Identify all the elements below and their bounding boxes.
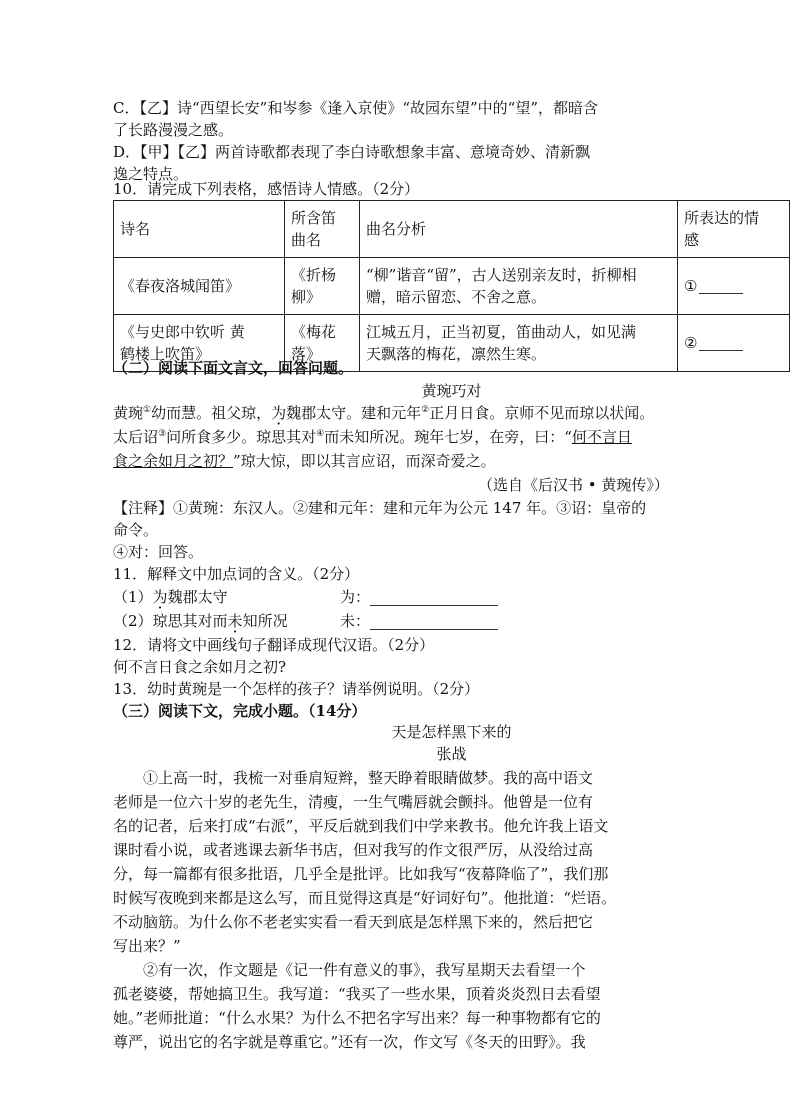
text-span: （2）琼思其对而 — [113, 612, 228, 630]
text-span: 魏郡太守。建和元年 — [286, 404, 422, 422]
text-span: （1） — [113, 588, 153, 606]
notes-line1: 【注释】①黄琬：东汉人。②建和元年：建和元年为公元 147 年。③诏：皇帝的 — [113, 499, 647, 517]
q11-item2-answer[interactable] — [340, 610, 498, 632]
footnote-marker: ④ — [316, 429, 325, 439]
row2-answer-cell[interactable] — [678, 315, 790, 372]
notes-line2: 命令。 — [113, 521, 159, 539]
answer-marker-1: ① — [684, 277, 698, 295]
q11-item2 — [113, 610, 288, 632]
header-tune-line1: 所含笛 — [291, 209, 337, 227]
row1-analysis-line2: 赠，暗示留恋、不舍之意。 — [366, 288, 547, 306]
answer-blank[interactable] — [370, 591, 498, 606]
header-tune — [285, 201, 360, 258]
article-line: ②有一次，作文题是《记一件有意义的事》，我写星期天去看望一个 — [143, 961, 586, 979]
q11-item1-answer[interactable] — [340, 586, 498, 608]
row2-analysis-line2: 天飘落的梅花，凛然生寒。 — [366, 345, 547, 363]
row2-analysis-line1: 江城五月，正当初夏，笛曲动人，如见满 — [366, 323, 637, 341]
row1-answer-cell[interactable] — [678, 258, 790, 315]
article-line: 孤老婆婆，帮她搞卫生。我写道：“我买了一些水果，顶着炎炎烈日去看望 — [113, 985, 601, 1003]
text-span: 魏郡太守 — [167, 588, 228, 606]
q10-table — [113, 200, 790, 372]
article-line: 写出来？” — [113, 937, 181, 955]
section2-heading: （二）阅读下面文言文，回答问题。 — [113, 359, 354, 377]
q11-item1 — [113, 586, 228, 608]
q13-prompt: 13．幼时黄琬是一个怎样的孩子？请举例说明。（2分） — [113, 680, 480, 698]
q10-prompt: 10．请完成下列表格，感悟诗人情感。（2分） — [113, 180, 420, 198]
footnote-marker: ② — [421, 405, 430, 415]
article-line: 尊严，说出它的名字就是尊重它。”还有一次，作文写《冬天的田野》。我 — [113, 1033, 586, 1051]
choice-d-line1: D．【甲】【乙】两首诗歌都表现了李白诗歌想象丰富、意境奇妙、清新飘 — [113, 143, 591, 161]
row2-tune-line2: 落》 — [291, 345, 322, 363]
passage-source: （选自《后汉书 • 黄琬传》） — [478, 476, 669, 494]
choice-c-line2: 了长路漫漫之感。 — [113, 121, 234, 139]
table-header-row — [114, 201, 790, 258]
article-line: 她。”老师批道：“什么水果？为什么不把名字写出来？每一种事物都有它的 — [113, 1009, 601, 1027]
article-line: 名的记者，后来打成“右派”，平反后就到我们中学来教书。他允许我上语文 — [113, 817, 609, 835]
section3-author: 张战 — [436, 745, 467, 763]
passage-line3 — [113, 450, 496, 472]
notes-line3: ④对：回答。 — [113, 543, 204, 561]
answer-marker-2: ② — [684, 334, 698, 352]
answer-label: 为： — [340, 588, 371, 606]
row2-tune-line1: 《梅花 — [291, 323, 337, 341]
footnote-marker: ① — [143, 405, 152, 415]
header-emotion — [678, 201, 790, 258]
header-emotion-line1: 所表达的情 — [684, 209, 760, 227]
row1-tune — [285, 258, 360, 315]
choice-c-line1: C．【乙】诗“西望长安”和岑参《逢入京使》“故园东望”中的“望”，都暗含 — [113, 99, 598, 117]
q11-prompt: 11．解释文中加点词的含义。（2分） — [113, 565, 360, 583]
text-span: 知所况 — [242, 612, 288, 630]
row2-analysis — [360, 315, 678, 372]
answer-label: 未： — [340, 612, 371, 630]
row2-poem-line2: 鹤楼上吹笛》 — [120, 345, 211, 363]
text-span: 而未知所况。琬年七岁，在旁，曰：“ — [324, 428, 572, 446]
header-emotion-line2: 感 — [684, 231, 700, 249]
row2-poem-line1: 《与史郎中钦听 黄 — [120, 323, 245, 341]
header-tune-line2: 曲名 — [291, 231, 322, 249]
dotted-word: 为 — [152, 588, 168, 606]
article-line: 课时看小说，或者逃课去新华书店，但对我写的作文很严厉，从没给过高 — [113, 841, 594, 859]
passage-line2 — [113, 426, 632, 448]
choice-d-line2: 逸之特点。 — [113, 165, 189, 183]
q12-prompt: 12．请将文中画线句子翻译成现代汉语。（2分） — [113, 636, 435, 654]
dotted-word: 未 — [227, 612, 243, 630]
section3-heading: （三）阅读下文，完成小题。（14分） — [113, 702, 367, 720]
row1-tune-line1: 《折杨 — [291, 266, 337, 284]
passage-line1 — [113, 402, 654, 424]
underlined-sentence: 何不言日 — [571, 428, 632, 446]
article-line: ①上高一时，我梳一对垂肩短辫，整天睁着眼睛做梦。我的高中语文 — [143, 769, 594, 787]
text-span: 黄琬 — [113, 404, 144, 422]
q12-sentence: 何不言日食之余如月之初? — [113, 658, 287, 676]
text-span: 正月日食。京师不见而琼以状闻。 — [429, 404, 655, 422]
row1-analysis — [360, 258, 678, 315]
answer-blank-1[interactable] — [699, 281, 743, 294]
row1-analysis-line1: “柳”谐音“留”，古人送别亲友时，折柳相 — [366, 266, 637, 284]
dotted-word: 为 — [271, 404, 287, 422]
article-line: 不动脑筋。为什么你不老老实实看一看天到底是怎样黑下来的，然后把它 — [113, 913, 594, 931]
article-line: 分，每一篇都有很多批语，几乎全是批评。比如我写“夜幕降临了”，我们那 — [113, 865, 609, 883]
text-span: 幼而慧。祖父琼， — [151, 404, 272, 422]
row1-poem: 《春夜洛城闻笛》 — [114, 258, 285, 315]
article-line: 老师是一位六十岁的老先生，清瘦，一生气嘴唇就会颤抖。他曾是一位有 — [113, 793, 594, 811]
header-poem: 诗名 — [114, 201, 285, 258]
underlined-sentence: 食之余如月之初？ — [113, 452, 234, 470]
table-row — [114, 258, 790, 315]
answer-blank-2[interactable] — [699, 338, 743, 351]
answer-blank[interactable] — [370, 615, 498, 630]
text-span: ”琼大惊，即以其言应诏，而深奇爱之。 — [233, 452, 496, 470]
article-line: 时候写夜晚到来都是这么写，而且觉得这真是“好词好句”。他批道：“烂语。 — [113, 889, 617, 907]
text-span: 太后诏 — [113, 428, 159, 446]
header-analysis: 曲名分析 — [360, 201, 678, 258]
section2-title: 黄琬巧对 — [421, 382, 482, 400]
footnote-marker: ③ — [158, 429, 167, 439]
text-span: 问所食多少。琼思其对 — [166, 428, 317, 446]
row1-tune-line2: 柳》 — [291, 288, 322, 306]
section3-title: 天是怎样黑下来的 — [391, 723, 512, 741]
